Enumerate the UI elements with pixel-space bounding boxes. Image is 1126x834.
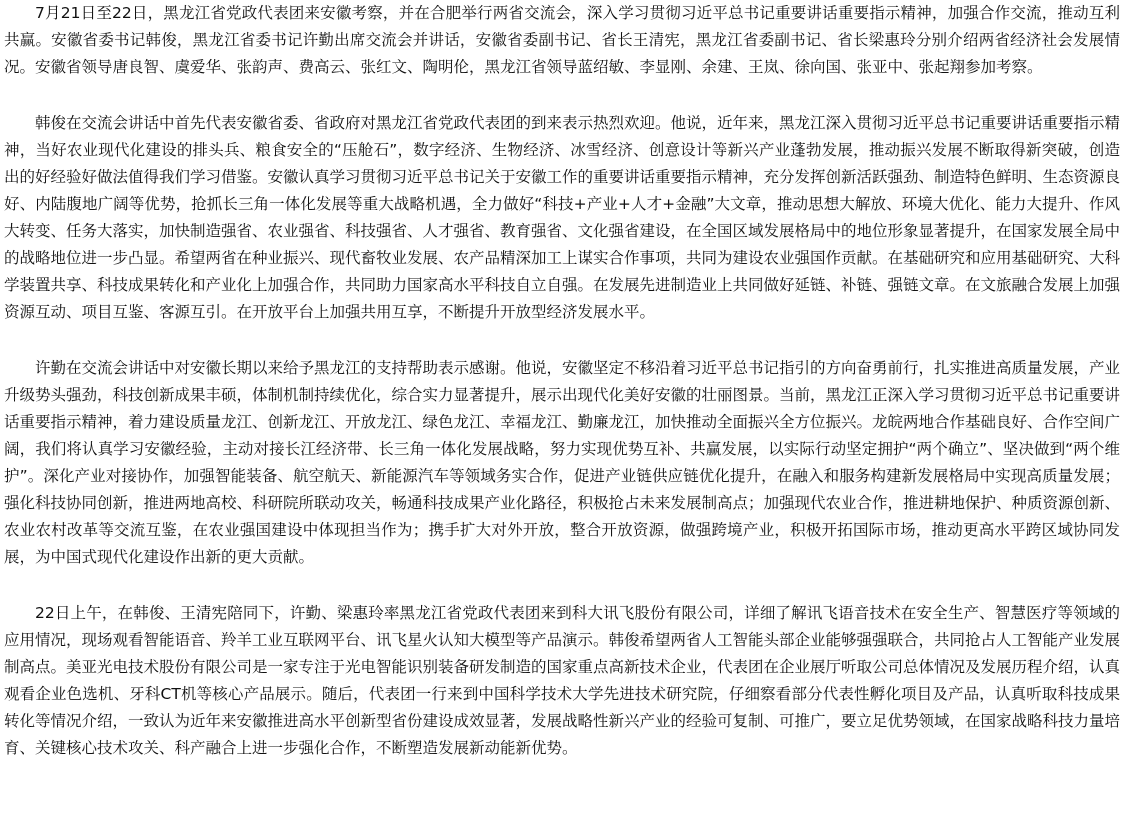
- article-paragraph-3: 许勤在交流会讲话中对安徽长期以来给予黑龙江的支持帮助表示感谢。他说，安徽坚定不移沿着习近平总书记指引的方向奋勇前行，扎实推进高质量发展，产业升级势头强劲，科技创新成果丰硕，体制机制持续优化，综合实力显著提升，展示出现代化美好安徽的壮丽图景。当前，黑龙江正深入学习贯彻习近平总书记重要讲话重要指示精神，着力建设质量龙江、创新龙江、开放龙江、绿色龙江、幸福龙江、勤廉龙江，加快推动全面振兴全方位振兴。龙皖两地合作基础良好、合作空间广阔，我们将认真学习安徽经验，主动对接长江经济带、长三角一体化发展战略，努力实现优势互补、共赢发展，以实际行动坚定拥护“两个确立”、坚决做到“两个维护”。深化产业对接协作，加强智能装备、航空航天、新能源汽车等领域务实合作，促进产业链供应链优化提升，在融入和服务构建新发展格局中实现高质量发展；强化科技协同创新，推进两地高校、科研院所联动攻关，畅通科技成果产业化路径，积极抢占未来发展制高点；加强现代农业合作，推进耕地保护、种质资源创新、农业农村改革等交流互鉴，在农业强国建设中体现担当作为；携手扩大对外开放，整合开放资源，做强跨境产业，积极开拓国际市场，推动更高水平跨区域协同发展，为中国式现代化建设作出新的更大贡献。: [4, 359, 1121, 566]
- article-paragraph-2: 韩俊在交流会讲话中首先代表安徽省委、省政府对黑龙江省党政代表团的到来表示热烈欢迎。他说，近年来，黑龙江深入贯彻习近平总书记重要讲话重要指示精神，当好农业现代化建设的排头兵、粮食安全的“压舱石”，数字经济、生物经济、冰雪经济、创意设计等新兴产业蓬勃发展，推动振兴发展不断取得新突破，创造出的好经验好做法值得我们学习借鉴。安徽认真学习贯彻习近平总书记关于安徽工作的重要讲话重要指示精神，充分发挥创新活跃强劲、制造特色鲜明、生态资源良好、内陆腹地广阔等优势，抢抓长三角一体化发展等重大战略机遇，全力做好“科技+产业+人才+金融”大文章，推动思想大解放、环境大优化、能力大提升、作风大转变、任务大落实，加快制造强省、农业强省、科技强省、人才强省、教育强省、文化强省建设，在全国区域发展格局中的地位形象显著提升，在国家发展全局中的战略地位进一步凸显。希望两省在种业振兴、现代畜牧业发展、农产品精深加工上谋实合作事项，共同为建设农业强国作贡献。在基础研究和应用基础研究、大科学装置共享、科技成果转化和产业化上加强合作，共同助力国家高水平科技自立自强。在发展先进制造业上共同做好延链、补链、强链文章。在文旅融合发展上加强资源互动、项目互鉴、客源互引。在开放平台上加强共用互享，不断提升开放型经济发展水平。: [4, 114, 1121, 321]
- article-paragraph-4: 22日上午，在韩俊、王清宪陪同下，许勤、梁惠玲率黑龙江省党政代表团来到科大讯飞股份有限公司，详细了解讯飞语音技术在安全生产、智慧医疗等领域的应用情况，现场观看智能语音、羚羊工业互联网平台、讯飞星火认知大模型等产品演示。韩俊希望两省人工智能头部企业能够强强联合，共同抢占人工智能产业发展制高点。美亚光电技术股份有限公司是一家专注于光电智能识别装备研发制造的国家重点高新技术企业，代表团在企业展厅听取公司总体情况及发展历程介绍，认真观看企业色选机、牙科CT机等核心产品展示。随后，代表团一行来到中国科学技术大学先进技术研究院，仔细察看部分代表性孵化项目及产品，认真听取科技成果转化等情况介绍，一致认为近年来安徽推进高水平创新型省份建设成效显著，发展战略性新兴产业的经验可复制、可推广，要立足优势领域，在国家战略科技力量培育、关键核心技术攻关、科产融合上进一步强化合作，不断塑造发展新动能新优势。: [4, 604, 1121, 757]
- article-paragraph-1: 7月21日至22日，黑龙江省党政代表团来安徽考察，并在合肥举行两省交流会，深入学习贯彻习近平总书记重要讲话重要指示精神，加强合作交流，推动互利共赢。安徽省委书记韩俊，黑龙江省委书记许勤出席交流会并讲话，安徽省委副书记、省长王清宪，黑龙江省委副书记、省长梁惠玲分别介绍两省经济社会发展情况。安徽省领导唐良智、虞爱华、张韵声、费高云、张红文、陶明伦，黑龙江省领导蓝绍敏、李显刚、余建、王岚、徐向国、张亚中、张起翔参加考察。: [4, 4, 1120, 76]
